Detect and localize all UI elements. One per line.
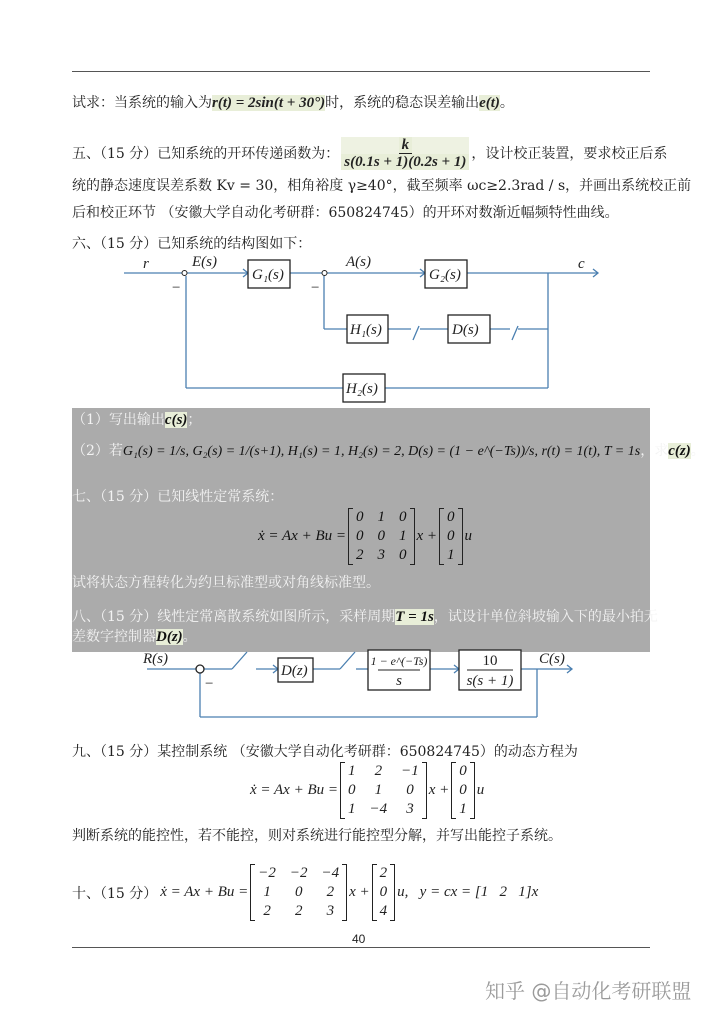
matrix-cell: 1 bbox=[263, 884, 271, 900]
matrix-a bbox=[341, 762, 426, 819]
q6-part1 bbox=[72, 410, 201, 430]
matrix-cell: 0 bbox=[399, 547, 407, 563]
q9-tail: 判断系统的能控性，若不能控，则对系统进行能控型分解，并写出能控子系统。 bbox=[72, 828, 562, 844]
minus-sign: − bbox=[172, 280, 181, 296]
matrix-cell: 2 bbox=[379, 865, 388, 881]
matrix-cell: 0 bbox=[399, 509, 407, 525]
matrix-b bbox=[373, 864, 395, 921]
q5-line3: 后和校正环节 （安徽大学自动化考研群：650824745）的开环对数渐近幅频特性曲线。 bbox=[72, 205, 619, 221]
q9-equation bbox=[250, 762, 484, 819]
q6-title: 六、（15 分）已知系统的结构图如下： bbox=[72, 236, 312, 252]
q7-title: 七、（15 分）已知线性定常系统： bbox=[72, 489, 284, 505]
text: 。 bbox=[182, 629, 197, 645]
q6-block-diagram bbox=[0, 0, 720, 420]
formula: e(t) bbox=[479, 95, 500, 111]
q10-prefix: 十、（15 分） bbox=[72, 885, 158, 902]
label-r: R(s) bbox=[143, 651, 168, 667]
lhs: ẋ = Ax + Bu = bbox=[250, 782, 338, 798]
formula: G₁(s) = 1/s, G₂(s) = 1/(s+1), H₁(s) = 1, H₂(s) = 2, D(s) = (1 − e^(−Ts))/s, r(t) = 1(t), T = 1s bbox=[122, 444, 641, 459]
matrix-cell: −4 bbox=[321, 865, 340, 881]
matrix-cell: −2 bbox=[258, 865, 276, 881]
matrix-cell: 2 bbox=[294, 903, 303, 919]
text: ； bbox=[187, 412, 202, 428]
matrix-cell: −4 bbox=[369, 801, 388, 817]
matrix-cell: 0 bbox=[294, 884, 303, 900]
q5-prefix: 五、（15 分）已知系统的开环传递函数为： bbox=[72, 145, 340, 162]
text: 差数字控制器 bbox=[72, 629, 156, 645]
rhs: u bbox=[464, 528, 473, 544]
matrix-cell: 3 bbox=[406, 801, 414, 817]
text: 八、（15 分）线性定常离散系统如图所示，采样周期 bbox=[72, 609, 396, 625]
text: ，试设计单位斜坡输入下的最小拍无 bbox=[433, 609, 658, 625]
q6-part2 bbox=[72, 441, 705, 462]
matrix-cell: 4 bbox=[379, 903, 388, 919]
matrix-cell: 2 bbox=[326, 884, 335, 900]
matrix-a bbox=[251, 864, 346, 921]
watermark: 知乎 @自动化考研联盟 bbox=[485, 979, 692, 1003]
matrix-cell: 0 bbox=[377, 528, 385, 544]
matrix-cell: 1 bbox=[447, 547, 455, 563]
page-number: 40 bbox=[352, 932, 366, 946]
q7-tail: 试将状态方程转化为约旦标准型或对角线标准型。 bbox=[72, 575, 380, 591]
formula: D(z) bbox=[156, 629, 183, 645]
matrix-cell: 0 bbox=[459, 763, 467, 779]
formula: T = 1s bbox=[395, 609, 434, 625]
text: （1）写出输出 bbox=[72, 412, 165, 428]
matrix-cell: 2 bbox=[356, 547, 364, 563]
q10-equation bbox=[72, 864, 538, 921]
matrix-cell: 0 bbox=[406, 782, 414, 798]
matrix-cell: 0 bbox=[447, 509, 455, 525]
rhs: u, y = cx = [1 2 1]x bbox=[397, 884, 539, 900]
q9-title: 九、（15 分）某控制系统 （安徽大学自动化考研群：650824745）的动态方程为 bbox=[72, 744, 578, 760]
text: ，求 bbox=[640, 443, 669, 459]
g1-label: G₁(s) bbox=[252, 267, 284, 283]
zoh-denominator: s bbox=[396, 673, 402, 689]
matrix-cell: 1 bbox=[374, 782, 383, 798]
q8-block-diagram bbox=[0, 640, 720, 730]
formula: r(t) = 2sin(t + 30°) bbox=[212, 95, 326, 111]
plant-denominator: s(s + 1) bbox=[466, 673, 514, 689]
text: 。 bbox=[690, 443, 705, 459]
matrix-cell: 0 bbox=[379, 884, 388, 900]
label-c: C(s) bbox=[539, 651, 565, 667]
mid: x + bbox=[416, 528, 438, 544]
matrix-cell: 0 bbox=[348, 782, 356, 798]
matrix-a bbox=[349, 508, 414, 565]
lhs: ẋ = Ax + Bu = bbox=[258, 528, 346, 544]
matrix-b bbox=[440, 508, 462, 565]
matrix-cell: 1 bbox=[459, 801, 467, 817]
matrix-cell: 1 bbox=[348, 763, 356, 779]
q5-suffix: ，设计校正装置，要求校正后系 bbox=[471, 145, 668, 162]
formula: c(z) bbox=[668, 443, 691, 459]
h1-label: H₁(s) bbox=[350, 322, 382, 338]
minus-sign: − bbox=[311, 280, 320, 296]
minus-sign: − bbox=[205, 676, 214, 692]
plant-numerator: 10 bbox=[482, 653, 498, 669]
matrix-cell: 1 bbox=[348, 801, 356, 817]
text: 时，系统的稳态误差输出 bbox=[325, 95, 480, 111]
matrix-cell: −2 bbox=[289, 865, 308, 881]
matrix-cell: 2 bbox=[374, 763, 383, 779]
matrix-cell: 0 bbox=[356, 509, 364, 525]
q8-line1 bbox=[72, 607, 658, 627]
q7-equation bbox=[258, 508, 472, 565]
denominator: s(0.1s + 1)(0.2s + 1) bbox=[341, 154, 469, 170]
text: （2）若 bbox=[72, 443, 123, 459]
matrix-cell: 0 bbox=[459, 782, 467, 798]
label-a: A(s) bbox=[346, 254, 371, 270]
rhs: u bbox=[476, 782, 485, 798]
d-label: D(s) bbox=[452, 322, 479, 338]
label-c: c bbox=[578, 256, 585, 272]
matrix-cell: 0 bbox=[356, 528, 364, 544]
mid: x + bbox=[428, 782, 450, 798]
formula: c(s) bbox=[164, 412, 188, 428]
zoh-numerator: 1 − e^(−Ts) bbox=[370, 654, 428, 668]
label-r: r bbox=[143, 256, 149, 272]
matrix-cell: 1 bbox=[399, 528, 407, 544]
matrix-cell: 3 bbox=[377, 547, 385, 563]
matrix-cell: 3 bbox=[326, 903, 335, 919]
matrix-cell: −1 bbox=[401, 763, 419, 779]
q5-line2: 统的静态速度误差系数 Kv = 30，相角裕度 γ≥40°，截至频率 ωc≥2.3rad / s，并画出系统校正前 bbox=[72, 178, 692, 194]
matrix-cell: 2 bbox=[263, 903, 271, 919]
numerator: k bbox=[399, 137, 413, 154]
lhs: ẋ = Ax + Bu = bbox=[160, 884, 249, 900]
label-e: E(s) bbox=[192, 254, 217, 270]
mid: x + bbox=[349, 884, 370, 900]
dz-label: D(z) bbox=[281, 663, 308, 679]
footer-rule bbox=[72, 947, 650, 948]
matrix-cell: 1 bbox=[377, 509, 385, 525]
text: 。 bbox=[499, 95, 514, 111]
text: 试求：当系统的输入为 bbox=[72, 95, 212, 111]
h2-label: H₂(s) bbox=[346, 381, 378, 397]
matrix-b bbox=[452, 762, 474, 819]
matrix-cell: 0 bbox=[447, 528, 455, 544]
g2-label: G₂(s) bbox=[429, 267, 461, 283]
